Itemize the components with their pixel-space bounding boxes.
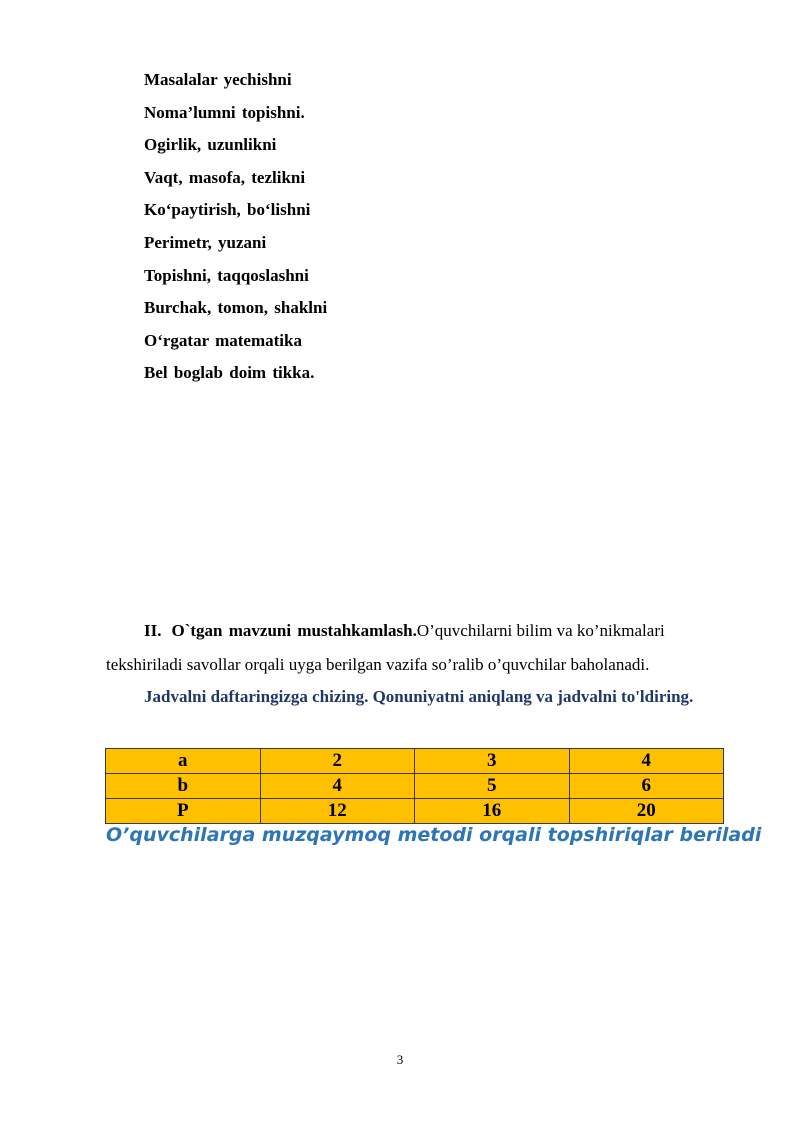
table-row [106,799,724,824]
table-cell: a [106,749,261,774]
poem-line: Masalalar yechishni [144,70,292,89]
table-cell: b [106,774,261,799]
method-caption: O’quvchilarga muzqaymoq metodi orqali topshiriqlar beriladi [106,824,762,846]
table-cell: 20 [569,799,724,824]
table-cell: 16 [415,799,570,824]
poem-line: Topishni, taqqoslashni [144,265,309,285]
poem-line: Vaqt, masofa, tezlikni [144,167,306,187]
table-cell: 12 [260,799,415,824]
table-cell: 2 [260,749,415,774]
poem-line: Perimetr, yuzani [144,232,267,252]
table-cell: 3 [415,749,570,774]
table-cell: 4 [260,774,415,799]
poem-line: Bel boglab doim tikka. [144,363,315,383]
table-row [106,774,724,799]
section-heading: O`tgan mavzuni mustahkamlash. [171,621,417,640]
section-body: O’quvchilarni bilim va ko’nikmalari tekshiriladi savollar orqali uyga berilgan vazifa so’ralib o’quvchilar baholanadi. [106,621,665,674]
poem [144,64,327,390]
table-row [106,749,724,774]
section-paragraph [106,614,718,682]
poem-line: Ogirlik, uzunlikni [144,135,277,155]
section-number: II. [144,621,162,640]
poem-line: Ko‘paytirish, bo‘lishni [144,200,311,220]
table-cell: 4 [569,749,724,774]
table-cell: 5 [415,774,570,799]
poem-line: O‘rgatar matematika [144,330,302,350]
poem-line: Burchak, tomon, shaklni [144,298,328,318]
task-instruction [106,680,718,714]
task-text: Jadvalni daftaringizga chizing. Qonuniyatni aniqlang va jadvalni to'ldiring. [144,687,694,706]
table-cell: P [106,799,261,824]
table-cell: 6 [569,774,724,799]
pattern-table [105,748,724,824]
poem-line: Noma’lumni topishni. [144,102,305,122]
page-number: 3 [396,1052,404,1067]
